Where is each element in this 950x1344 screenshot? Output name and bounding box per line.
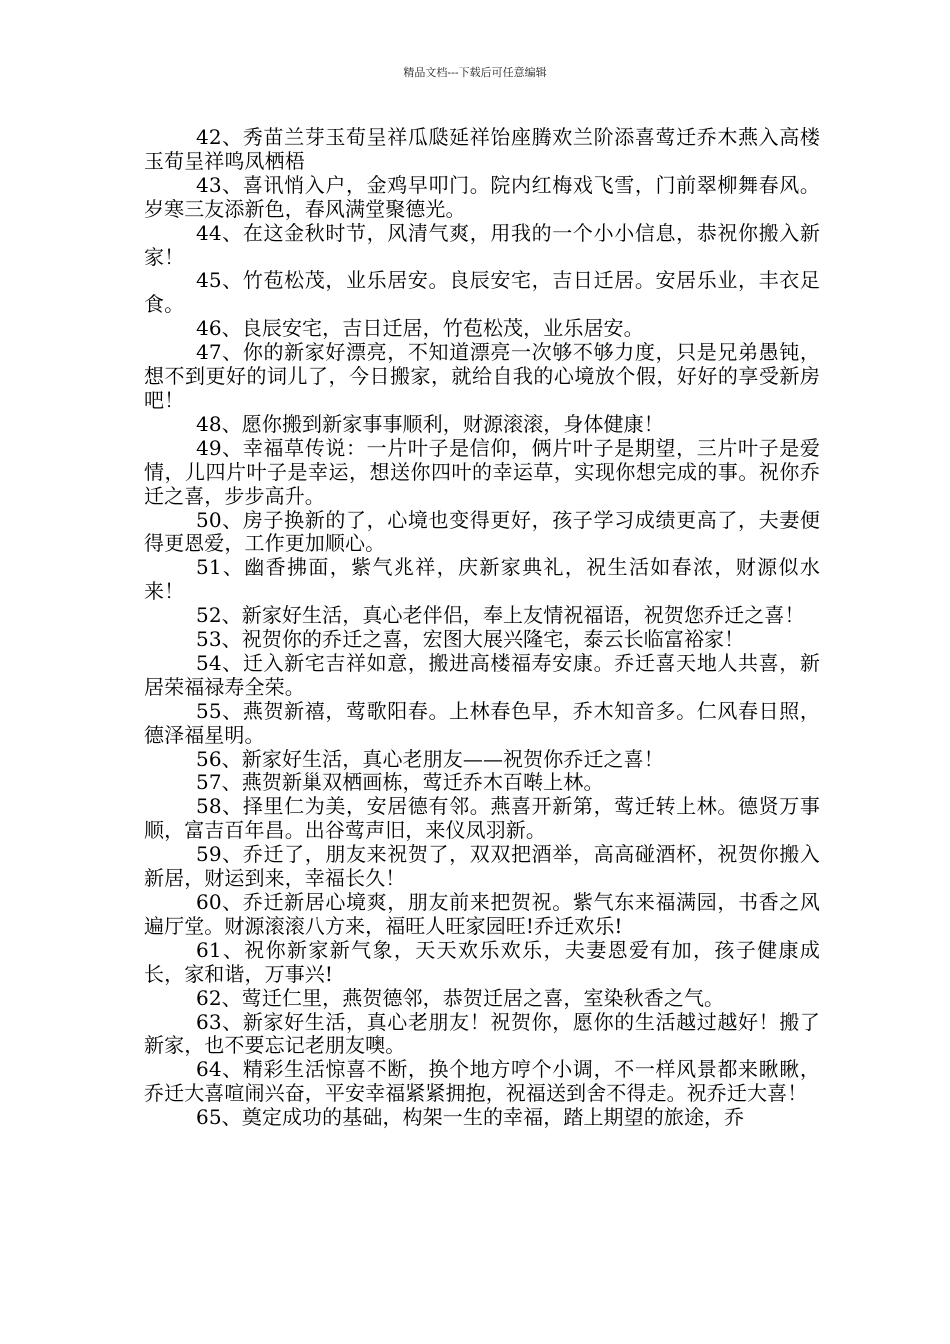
paragraph-49: 49、幸福草传说：一片叶子是信仰，俩片叶子是期望，三片叶子是爱情，儿四片叶子是幸运，想送你四叶的幸运草，实现你想完成的事。祝你乔迁之喜，步步高升。: [144, 435, 820, 508]
paragraph-50: 50、房子换新的了，心境也变得更好，孩子学习成绩更高了，夫妻便得更恩爱，工作更加顺心。: [144, 507, 820, 556]
paragraph-42: 42、秀苗兰芽玉荀呈祥瓜瓞延祥饴座腾欢兰阶添喜莺迁乔木燕入高楼玉荀呈祥鸣凤栖梧: [144, 125, 820, 173]
paragraph-51: 51、幽香拂面，紫气兆祥，庆新家典礼，祝生活如春浓，财源似水来！: [144, 555, 820, 604]
paragraph-52: 52、新家好生活，真心老伴侣，奉上友情祝福语，祝贺您乔迁之喜！: [196, 603, 805, 628]
paragraph-46: 46、良辰安宅，吉日迁居，竹苞松茂，业乐居安。: [196, 316, 644, 341]
paragraph-45: 45、竹苞松茂，业乐居安。良辰安宅，吉日迁居。安居乐业，丰衣足食。: [144, 268, 820, 317]
paragraph-63: 63、新家好生活，真心老朋友！祝贺你，愿你的生活越过越好！搬了新家，也不要忘记老朋友噢。: [144, 1009, 820, 1058]
paragraph-64: 64、精彩生活惊喜不断，换个地方哼个小调，不一样风景都来瞅瞅，乔迁大喜喧闹兴奋，平安幸福紧紧拥抱，祝福送到舍不得走。祝乔迁大喜！: [144, 1057, 820, 1106]
document-body: [144, 126, 820, 1130]
paragraph-54: 54、迁入新宅吉祥如意，搬进高楼福寿安康。乔迁喜天地人共喜，新居荣福禄寿全荣。: [144, 650, 820, 699]
paragraph-61: 61、祝你新家新气象，天天欢乐欢乐，夫妻恩爱有加，孩子健康成长，家和谐，万事兴!: [144, 937, 820, 986]
paragraph-48: 48、愿你搬到新家事事顺利，财源滚滚，身体健康！: [196, 411, 664, 436]
paragraph-55: 55、燕贺新禧，莺歌阳春。上林春色早，乔木知音多。仁风春日照，德泽福星明。: [144, 698, 820, 747]
paragraph-57: 57、燕贺新巢双栖画栋，莺迁乔木百啭上林。: [196, 770, 604, 795]
paragraph-47: 47、你的新家好漂亮，不知道漂亮一次够不够力度，只是兄弟愚钝，想不到更好的词儿了，今日搬家，就给自我的心境放个假，好好的享受新房吧！: [144, 340, 820, 412]
paragraph-60: 60、乔迁新居心境爽，朋友前来把贺祝。紫气东来福满园，书香之风遍厅堂。财源滚滚八方来，福旺人旺家园旺!乔迁欢乐!: [144, 890, 820, 938]
paragraph-53: 53、祝贺你的乔迁之喜，宏图大展兴隆宅，泰云长临富裕家！: [196, 627, 745, 652]
paragraph-59: 59、乔迁了，朋友来祝贺了，双双把酒举，高高碰酒杯，祝贺你搬入新居，财运到来，幸福长久！: [144, 842, 820, 891]
page-header: 精品文档---下载后可任意编辑: [403, 66, 547, 79]
paragraph-65: 65、奠定成功的基础，构架一生的幸福，踏上期望的旅途，乔: [196, 1105, 745, 1130]
paragraph-62: 62、莺迁仁里，燕贺德邻，恭贺迁居之喜，室染秋香之气。: [196, 985, 725, 1010]
paragraph-58: 58、择里仁为美，安居德有邻。燕喜开新第，莺迁转上林。德贤万事顺，富吉百年昌。出谷莺声旧，来仪凤羽新。: [144, 794, 820, 843]
paragraph-43: 43、喜讯悄入户，金鸡早叩门。院内红梅戏飞雪，门前翠柳舞春风。岁寒三友添新色，春风满堂聚德光。: [144, 172, 820, 221]
paragraph-44: 44、在这金秋时节，风清气爽，用我的一个小小信息，恭祝你搬入新家！: [144, 220, 820, 269]
paragraph-56: 56、新家好生活，真心老朋友——祝贺你乔迁之喜！: [196, 746, 664, 771]
